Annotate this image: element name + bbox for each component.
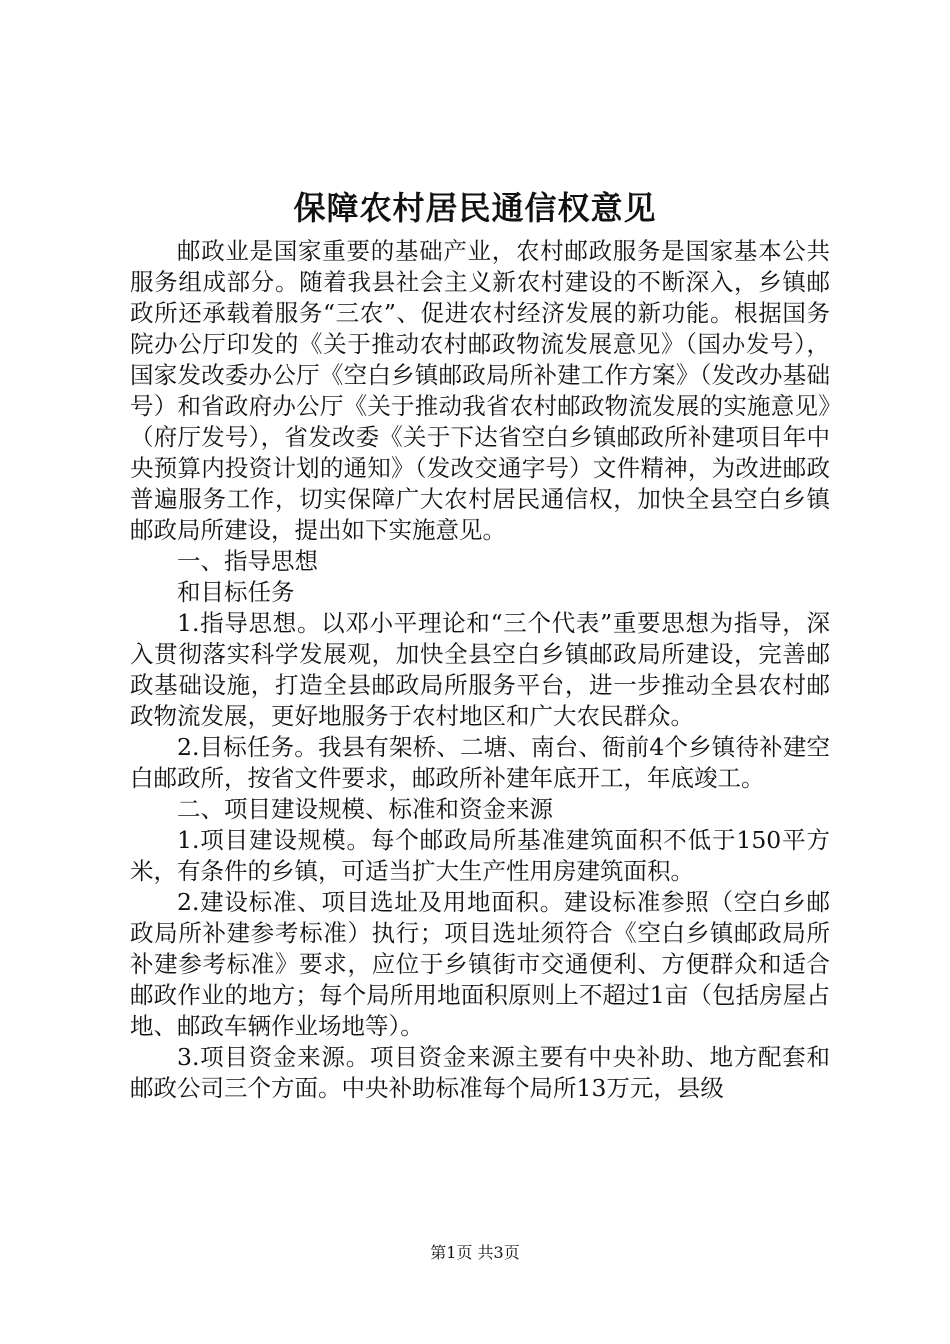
page-footer: 第1页 共3页: [430, 1243, 520, 1262]
document-body: [130, 236, 830, 1104]
paragraph-project-scale: 1.项目建设规模。每个邮政局所基准建筑面积不低于150平方米，有条件的乡镇，可适当扩大生产性用房建筑面积。: [130, 826, 830, 885]
paragraph-construction-standard: 2.建设标准、项目选址及用地面积。建设标准参照（空白乡邮政局所补建参考标准）执行；项目选址须符合《空白乡镇邮政局所补建参考标准》要求，应位于乡镇街市交通便利、方便群众和适合邮政作业的地方；每个局所用地面积原则上不超过1亩（包括房屋占地、邮政车辆作业场地等）。: [130, 888, 830, 1040]
paragraph-funding-source: 3.项目资金来源。项目资金来源主要有中央补助、地方配套和邮政公司三个方面。中央补助标准每个局所13万元，县级: [130, 1043, 830, 1102]
paragraph-guiding-ideology: 1.指导思想。以邓小平理论和“三个代表”重要思想为指导，深入贯彻落实科学发展观，加快全县空白乡镇邮政局所建设，完善邮政基础设施，打造全县邮政局所服务平台，进一步推动全县农村邮政物流发展，更好地服务于农村地区和广大农民群众。: [130, 609, 830, 730]
paragraph-goal-tasks: 2.目标任务。我县有架桥、二塘、南台、衙前4个乡镇待补建空白邮政所，按省文件要求，邮政所补建年底开工，年底竣工。: [130, 733, 830, 792]
document-title: 保障农村居民通信权意见: [293, 189, 657, 227]
heading-project-scale: 二、项目建设规模、标准和资金来源: [177, 795, 553, 823]
paragraph-intro: 邮政业是国家重要的基础产业，农村邮政服务是国家基本公共服务组成部分。随着我县社会主义新农村建设的不断深入，乡镇邮政所还承载着服务“三农”、促进农村经济发展的新功能。根据国务院办公厅印发的《关于推动农村邮政物流发展意见》（国办发号），国家发改委办公厅《空白乡镇邮政局所补建工作方案》（发改办基础号）和省政府办公厅《关于推动我省农村邮政物流发展的实施意见》（府厅发号），省发改委《关于下达省空白乡镇邮政所补建项目年中央预算内投资计划的通知》（发改交通字号）文件精神，为改进邮政普遍服务工作，切实保障广大农村居民通信权，加快全县空白乡镇邮政局所建设，提出如下实施意见。: [130, 237, 830, 544]
heading-guiding-ideology: 一、指导思想: [177, 547, 318, 575]
heading-goals: 和目标任务: [177, 578, 295, 606]
